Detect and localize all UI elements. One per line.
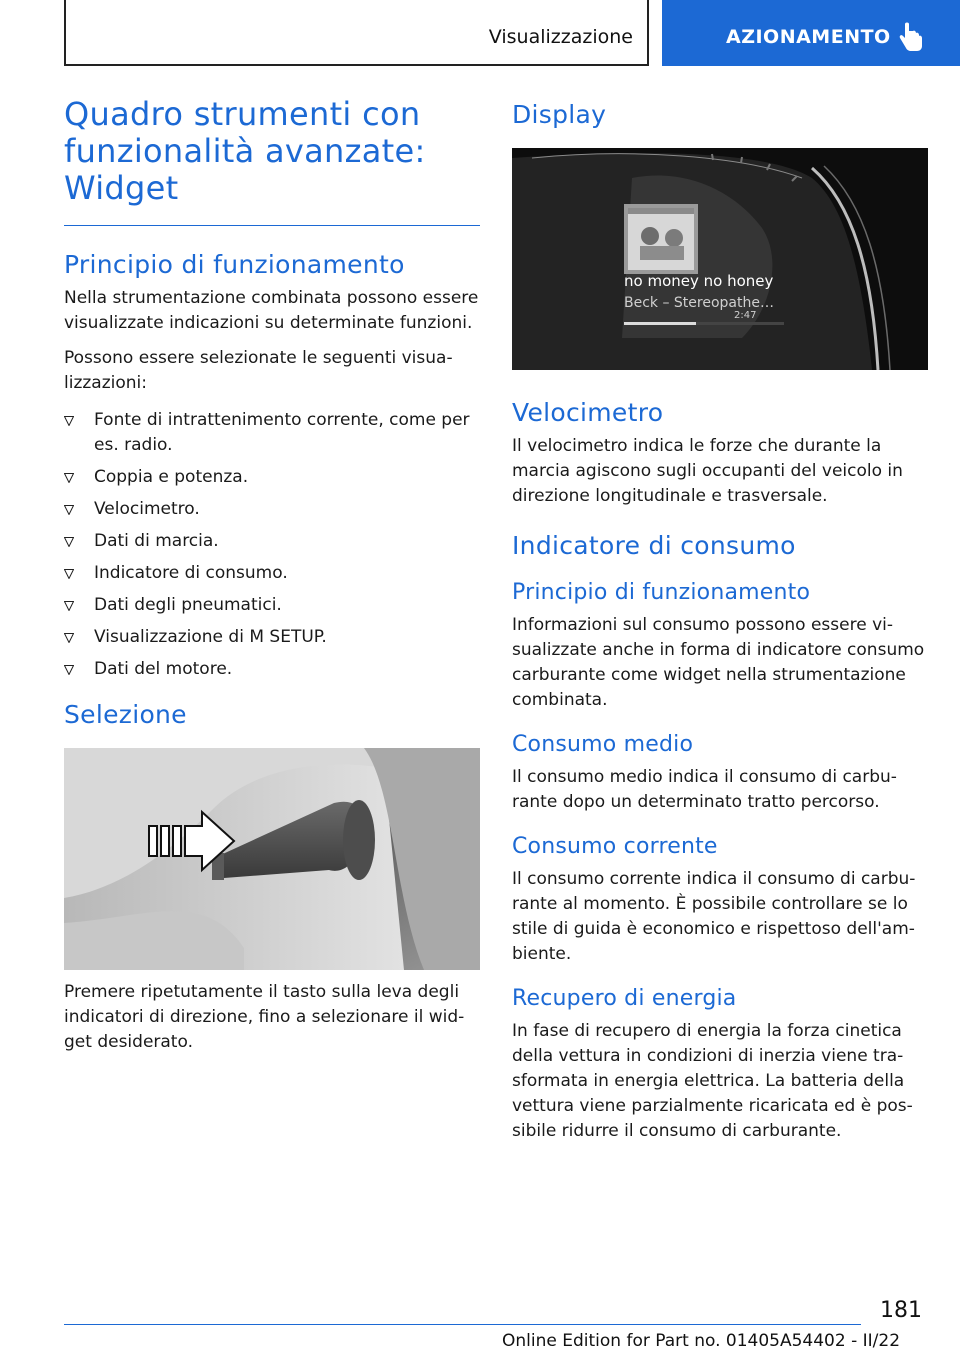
triangle-bullet-icon [64, 416, 74, 426]
principio-paragraph-2: Possono essere selezionate le seguenti visualizzazioni: [64, 348, 453, 393]
list-item: Velocimetro. [64, 497, 480, 522]
indicatore-principio-paragraph: Informazioni sul consumo possono essere visualizzate anche in forma di indicatore consumo carburante come widget nella strumentazione combinata. [512, 615, 925, 710]
list-item: Dati del motore. [64, 657, 480, 682]
list-item: Fonte di intrattenimento corrente, come per es. radio. [64, 408, 480, 458]
page-number: 181 [880, 1298, 922, 1323]
title-divider [64, 225, 480, 226]
heading-recupero: Recupero di energia [512, 986, 737, 1011]
instrument-cluster-display-photo [512, 148, 928, 370]
triangle-bullet-icon [64, 473, 74, 483]
velocimetro-paragraph: Il velocimetro indica le forze che durante la marcia agiscono sugli occupanti del veicolo in direzione longitudinale e trasversale. [512, 436, 903, 506]
recupero-paragraph: In fase di recupero di energia la forza cinetica della vettura in condizioni di inerzia viene trasformata in energia elettrica. La batteria della vettura viene parzialmente ricaricata ed è possibile ridurre il consumo di carburante. [512, 1021, 913, 1141]
header-chapter-label: AZIONAMENTO [726, 26, 891, 48]
list-item: Visualizzazione di M SETUP. [64, 625, 480, 650]
triangle-bullet-icon [64, 633, 74, 643]
track-progress-bar [624, 322, 696, 325]
header-section-title: Visualizzazione [488, 26, 633, 48]
triangle-bullet-icon [64, 665, 74, 675]
track-title: no money no honey [624, 272, 774, 290]
page-title: Quadro strumenti con funzionalità avanzate: Widget [64, 95, 426, 207]
list-item: Dati di marcia. [64, 529, 480, 554]
track-artist: Beck – Stereopathe… [624, 295, 774, 311]
track-time: 2:47 [734, 310, 757, 321]
triangle-bullet-icon [64, 601, 74, 611]
widget-list [64, 408, 480, 682]
pointing-hand-icon [898, 22, 924, 52]
heading-display: Display [512, 100, 607, 129]
heading-indicatore: Indicatore di consumo [512, 531, 796, 560]
list-item: Dati degli pneumatici. [64, 593, 480, 618]
heading-velocimetro: Velocimetro [512, 398, 664, 427]
selezione-paragraph: Premere ripetutamente il tasto sulla leva degli indicatori di direzione, fino a selezionare il widget desiderato. [64, 982, 465, 1052]
header-section-box [64, 0, 649, 66]
triangle-bullet-icon [64, 537, 74, 547]
triangle-bullet-icon [64, 569, 74, 579]
header-chapter-tab[interactable] [662, 0, 960, 66]
heading-indicatore-principio: Principio di funzionamento [512, 580, 811, 605]
heading-consumo-medio: Consumo medio [512, 732, 694, 757]
principio-paragraph-1: Nella strumentazione combinata possono essere visualizzate indicazioni su determinate funzioni. [64, 288, 479, 333]
left-column [64, 96, 480, 1055]
list-item: Indicatore di consumo. [64, 561, 480, 586]
heading-selezione: Selezione [64, 700, 187, 729]
heading-consumo-corrente: Consumo corrente [512, 834, 718, 859]
heading-principio: Principio di funzionamento [64, 250, 405, 279]
footer-divider [64, 1324, 861, 1325]
list-item: Coppia e potenza. [64, 465, 480, 490]
triangle-bullet-icon [64, 505, 74, 515]
footer-edition: Online Edition for Part no. 01405A54402 - II/22 [502, 1331, 901, 1351]
turn-signal-lever-photo [64, 748, 480, 970]
consumo-medio-paragraph: Il consumo medio indica il consumo di carburante dopo un determinato tratto percorso. [512, 767, 897, 812]
right-column [512, 96, 928, 1144]
consumo-corrente-paragraph: Il consumo corrente indica il consumo di carburante al momento. È possibile controllare se lo stile di guida è economico e rispettoso dell'ambiente. [512, 869, 916, 964]
